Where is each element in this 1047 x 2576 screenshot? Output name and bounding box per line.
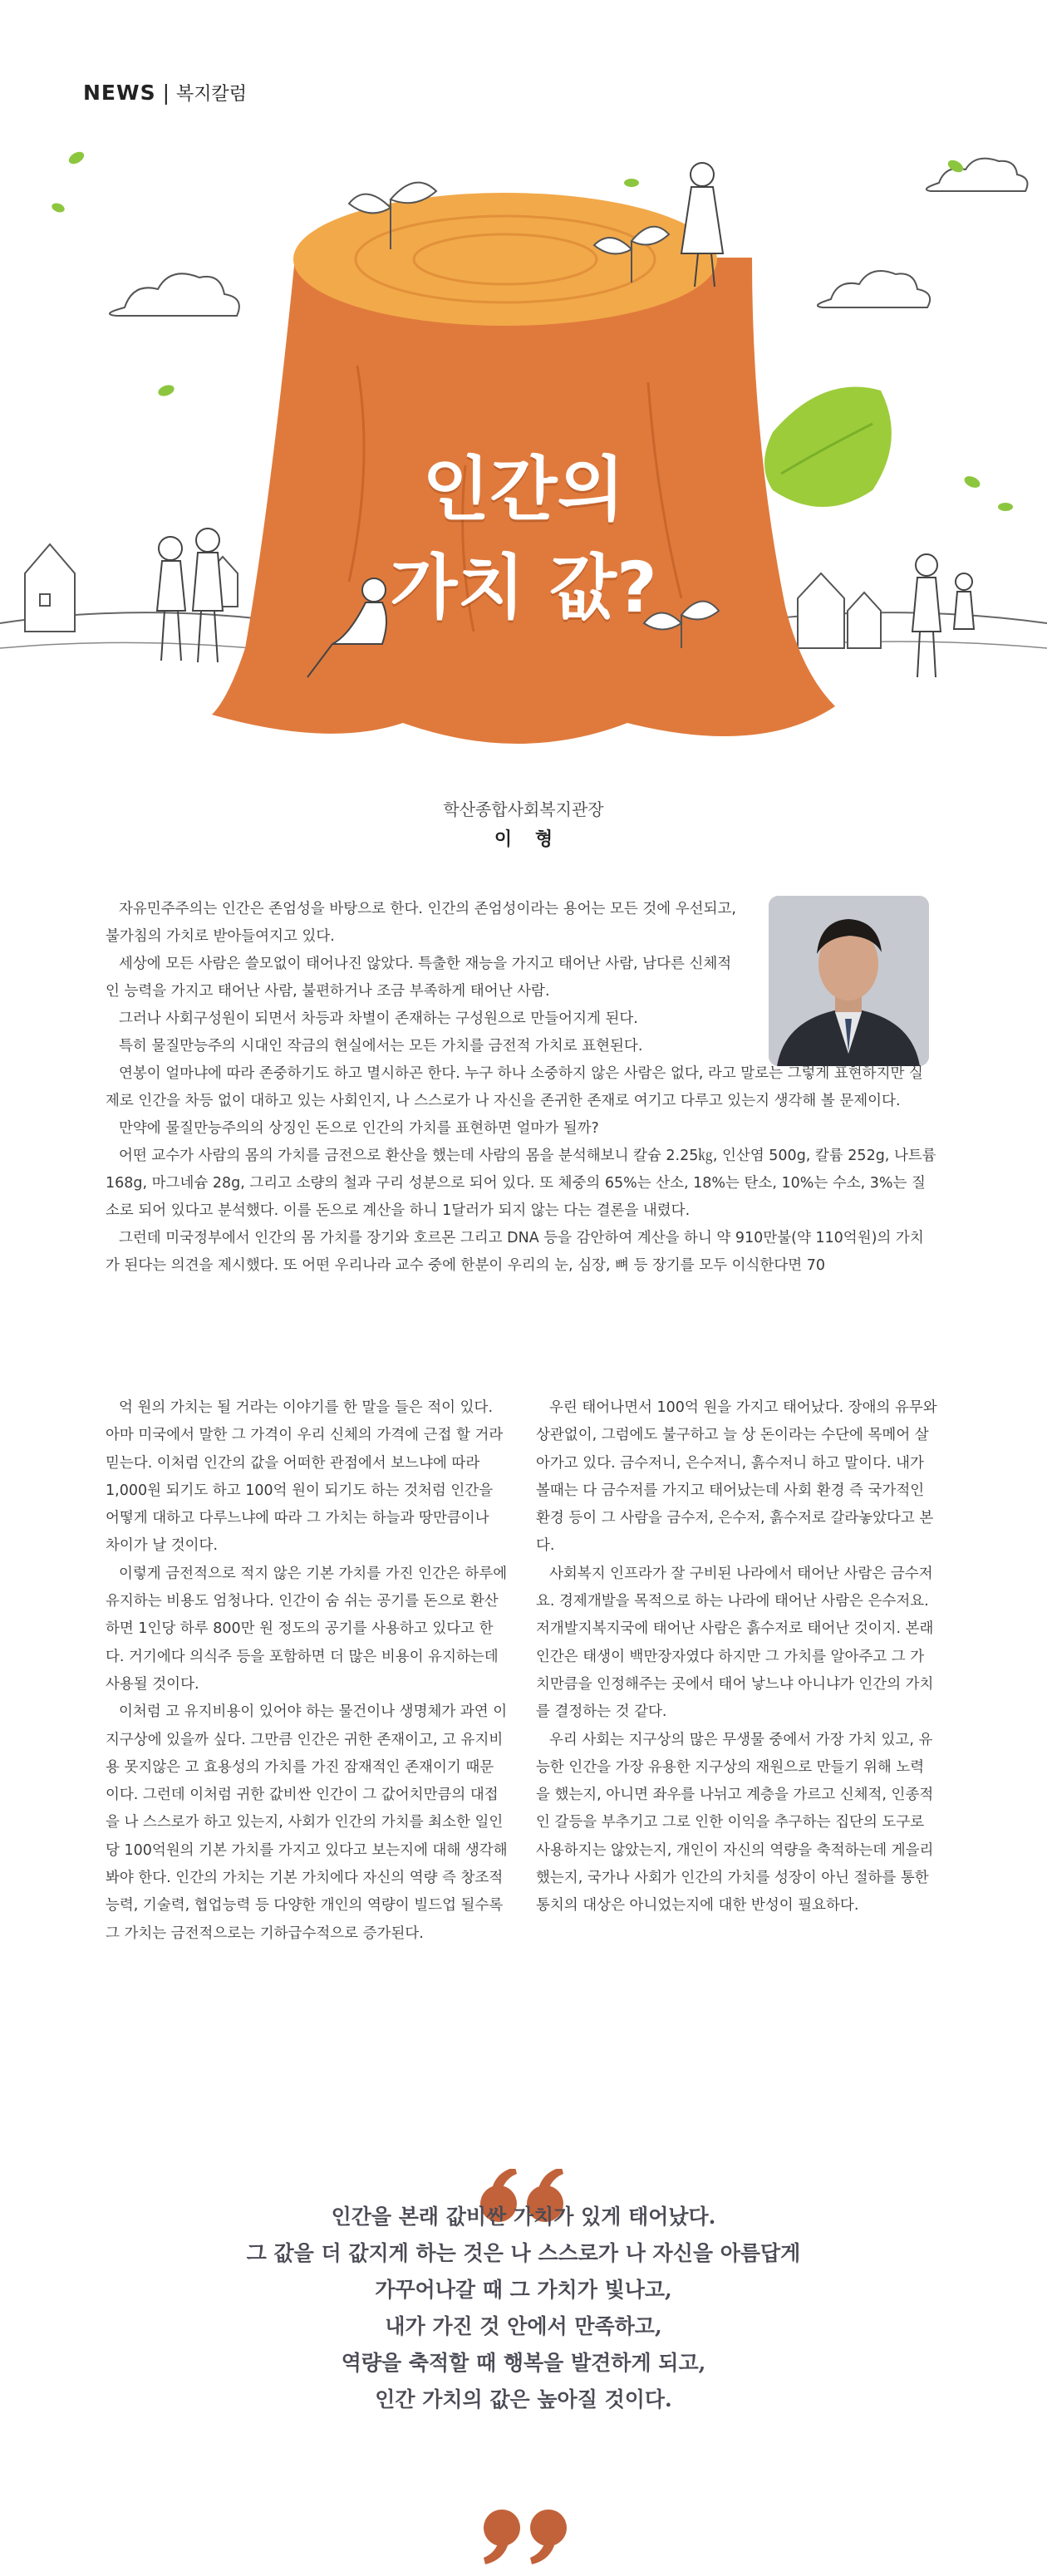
body-paragraph: 억 원의 가치는 될 거라는 이야기를 한 말을 들은 적이 있다. 아마 미국에서 말한 그 가격이 우리 신체의 가격에 근접 할 거라 믿는다. 이처럼 인간의 값을 어떠한 관점에서 보느냐에 따라 1,000원 되기도 하고 100억 원이 되기도 하는 것처럼 인간을 어떻게 대하고 다루느냐에 따라 그 가치는 하늘과 땅만큼이나 차이가 날 것이다. (106, 1399, 504, 1555)
header-brand: NEWS (83, 81, 156, 105)
body-paragraph: 우리 사회는 지구상의 많은 무생물 중에서 가장 가치 있고, 유능한 인간을 가장 유용한 지구상의 재원으로 만들기 위해 노력을 했는지, 아니면 좌우를 나뉘고 계층을 가르고 신체적, 인종적인 갈등을 부추기고 그로 인한 이익을 추구하는 집단의 도구로 사용하지는 않았는지, 개인이 자신의 역량을 축적하는데 게을리 했는지, 국가나 사회가 인간의 가치를 성장이 아닌 절하를 통한 통치의 대상은 아니었는지에 대한 반성이 필요하다. (536, 1731, 934, 1915)
pull-quote-line: 그 값을 더 값지게 하는 것은 나 스스로가 나 자신을 아름답게 (246, 2241, 801, 2265)
magazine-header (83, 80, 247, 106)
close-quote-icon (484, 2510, 567, 2564)
cloud-icon (927, 159, 1028, 191)
hero-title-line1: 인간의 (422, 449, 625, 530)
hero-title (0, 440, 1047, 637)
article-column-left (106, 1394, 508, 1948)
body-paragraph: 우린 태어나면서 100억 원을 가지고 태어났다. 장애의 유무와 상관없이, 그럼에도 불구하고 늘 상 돈이라는 수단에 목메어 살아가고 있다. 금수저니, 은수저니, 흙수저니 하고 말이다. 내가 볼때는 다 금수저를 가지고 태어났는데 사회 환경 즉 국가적인 환경 등이 그 사람을 금수저, 은수저, 흙수저로 갈라놓았다고 본다. (536, 1399, 937, 1555)
header-separator: | (162, 81, 170, 105)
author-name: 이 형 (494, 829, 562, 850)
intro-paragraph: 특히 물질만능주의 시대인 작금의 현실에서는 모든 가치를 금전적 가치로 표현된다. (119, 1038, 643, 1054)
cloud-icon (818, 271, 930, 307)
body-paragraph: 이렇게 금전적으로 적지 않은 기본 가치를 가진 인간은 하루에 유지하는 비용도 엄청나다. 인간이 숨 쉬는 공기를 돈으로 환산하면 1인당 하루 800만 원 정도의 공기를 사용하고 있다고 한다. 거기에다 의식주 등을 포함하면 더 많은 비용이 유지하는데 사용될 것이다. (106, 1565, 508, 1693)
body-paragraph: 이처럼 고 유지비용이 있어야 하는 물건이나 생명체가 과연 이 지구상에 있을까 싶다. 그만큼 인간은 귀한 존재이고, 고 유지비용 못지않은 고 효용성의 가치를 가진 잠재적인 존재이기 때문이다. 그런데 이처럼 귀한 값비싼 인간이 그 값어치만큼의 대접을 나 스스로가 하고 있는지, 사회가 인간의 가치를 최소한 일인당 100억원의 기본 가치를 가지고 있다고 보는지에 대해 생각해 봐야 한다. 인간의 가치는 기본 가치에다 자신의 역량 즉 창조적 능력, 기술력, 협업능력 등 다양한 개인의 역량이 빌드업 될수록 그 가치는 금전적으로는 기하급수적으로 증가된다. (106, 1703, 508, 1942)
intro-paragraph: 연봉이 얼마냐에 따라 존중하기도 하고 멸시하곤 한다. 누구 하나 소중하지 않은 사람은 없다, 라고 말로는 그렇게 표현하지만 실제로 인간을 차등 없이 대하고 있는 사회인지, 나 스스로가 나 자신을 존귀한 존재로 여기고 다루고 있는지 생각해 볼 문제이다. (106, 1065, 923, 1109)
hero-title-line2: 가치 값? (390, 547, 657, 628)
pull-quote (0, 2199, 1047, 2418)
intro-paragraph: 세상에 모든 사람은 쓸모없이 태어나진 않았다. 특출한 재능을 가지고 태어난 사람, 남다른 신체적인 능력을 가지고 태어난 사람, 불편하거나 조금 부족하게 태어난 사람. (106, 956, 732, 1000)
body-paragraph: 사회복지 인프라가 잘 구비된 나라에서 태어난 사람은 금수저요. 경제개발을 목적으로 하는 나라에 태어난 사람은 은수저요. 저개발지복지국에 태어난 사람은 흙수저로 태어난 것이지. 본래 인간은 태생이 백만장자였다 하지만 그 가치를 알아주고 그 가치만큼을 인정해주는 곳에서 태어 낳느냐 아니냐가 인간의 가치를 결정하는 것 같다. (536, 1565, 934, 1721)
cloud-icon (110, 273, 239, 316)
header-section: 복지칼럼 (176, 84, 248, 105)
pull-quote-line: 인간 가치의 값은 높아질 것이다. (375, 2387, 672, 2411)
intro-paragraph: 만약에 물질만능주의의 상징인 돈으로 인간의 가치를 표현하면 얼마가 될까? (119, 1120, 599, 1137)
article-intro (106, 896, 936, 1280)
pull-quote-line: 가꾸어나갈 때 그 가치가 빛나고, (375, 2278, 672, 2302)
intro-paragraph: 그런데 미국정부에서 인간의 몸 가치를 장기와 호르몬 그리고 DNA 등을 감안하여 계산을 하니 약 910만불(약 110억원)의 가치가 된다는 의견을 제시했다. 또 어떤 우리나라 교수 중에 한분이 우리의 눈, 심장, 뼈 등 장기를 모두 이식한다면 70 (106, 1230, 924, 1274)
pull-quote-line: 역량을 축적할 때 행복을 발견하게 되고, (341, 2351, 706, 2375)
intro-paragraph: 그러나 사회구성원이 되면서 차등과 차별이 존재하는 구성원으로 만들어지게 된다. (119, 1010, 638, 1027)
pull-quote-line: 인간을 본래 값비싼 가치가 있게 태어났다. (331, 2205, 716, 2229)
article-column-right (536, 1394, 938, 1920)
byline (0, 796, 1047, 851)
intro-paragraph: 어떤 교수가 사람의 몸의 가치를 금전으로 환산을 했는데 사람의 몸을 분석해보니 칼슘 2.25㎏, 인산염 500g, 칼륨 252g, 나트륨 168g, 마그네슘 28g, 그리고 소량의 철과 구리 성분으로 되어 있다. 또 체중의 65%는 산소, 18%는 탄소, 10%는 수소, 3%는 질소로 되어 있다고 분석했다. 이를 돈으로 계산을 하니 1달러가 되지 않는 다는 결론을 내렸다. (106, 1148, 936, 1219)
author-organization: 학산종합사회복지관장 (443, 799, 604, 819)
intro-paragraph: 자유민주주의는 인간은 존엄성을 바탕으로 한다. 인간의 존엄성이라는 용어는 모든 것에 우선되고, 불가침의 가치로 받아들여지고 있다. (106, 901, 736, 945)
pull-quote-line: 내가 가진 것 안에서 만족하고, (385, 2314, 662, 2338)
